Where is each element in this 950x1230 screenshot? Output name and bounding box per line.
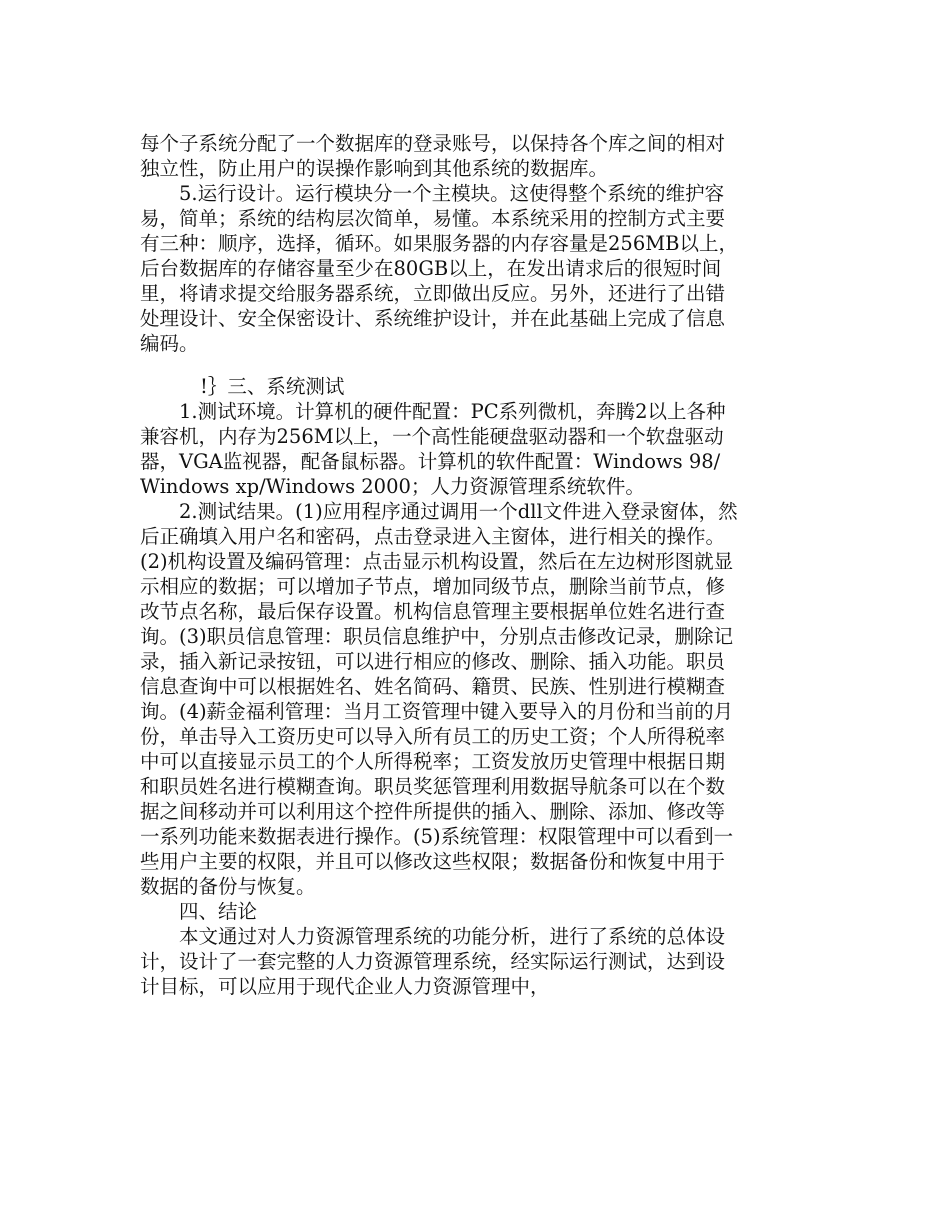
paragraph-continuation: 每个子系统分配了一个数据库的登录账号，以保持各个库之间的相对独立性，防止用户的误操作影响到其他系统的数据库。 (140, 132, 726, 180)
paragraph-test-results: 2.测试结果。(1)应用程序通过调用一个dll文件进入登录窗体，然后正确填入用户名和密码，点击登录进入主窗体，进行相关的操作。(2)机构设置及编码管理：点击显示机构设置，然后在左边树形图就显示相应的数据；可以增加子节点，增加同级节点，删除当前节点，修改节点名称，最后保存设置。机构信息管理主要根据单位姓名进行查询。(3)职员信息管理：职员信息维护中，分别点击修改记录，删除记录，插入新记录按钮，可以进行相应的修改、删除、插入功能。职员信息查询中可以根据姓名、姓名简码、籍贯、民族、性别进行模糊查询。(4)薪金福利管理：当月工资管理中键入要导入的月份和当前的月份，单击导入工资历史可以导入所有员工的历史工资；个人所得税率中可以直接显示员工的个人所得税率；工资发放历史管理中根据日期和职员姓名进行模糊查询。职员奖惩管理利用数据导航条可以在个数据之间移动并可以利用这个控件所提供的插入、删除、添加、修改等一系列功能来数据表进行操作。(5)系统管理：权限管理中可以看到一些用户主要的权限，并且可以修改这些权限；数据备份和恢复中用于数据的备份与恢复。 (140, 500, 738, 898)
section-heading-conclusion: 四、结论 (179, 900, 258, 923)
document-page (140, 131, 740, 999)
paragraph-run-design: 5.运行设计。运行模块分一个主模块。这使得整个系统的维护容易，简单；系统的结构层次简单，易懂。本系统采用的控制方式主要有三种：顺序，选择，循环。如果服务器的内存容量是256MB以上，后台数据库的存储容量至少在80GB以上，在发出请求后的很短时间里，将请求提交给服务器系统，立即做出反应。另外，还进行了出错处理设计、安全保密设计、系统维护设计，并在此基础上完成了信息编码。 (140, 182, 739, 355)
section-heading-system-test: !｝三、系统测试 (200, 375, 345, 398)
paragraph-test-environment: 1.测试环境。计算机的硬件配置：PC系列微机，奔腾2以上各种兼容机，内存为256M以上，一个高性能硬盘驱动器和一个软盘驱动器，VGA监视器，配备鼠标器。计算机的软件配置：Windows 98/Windows xp/Windows 2000；人力资源管理系统软件。 (140, 400, 726, 498)
paragraph-conclusion: 本文通过对人力资源管理系统的功能分析，进行了系统的总体设计，设计了一套完整的人力资源管理系统，经实际运行测试，达到设计目标，可以应用于现代企业人力资源管理中， (140, 925, 726, 998)
